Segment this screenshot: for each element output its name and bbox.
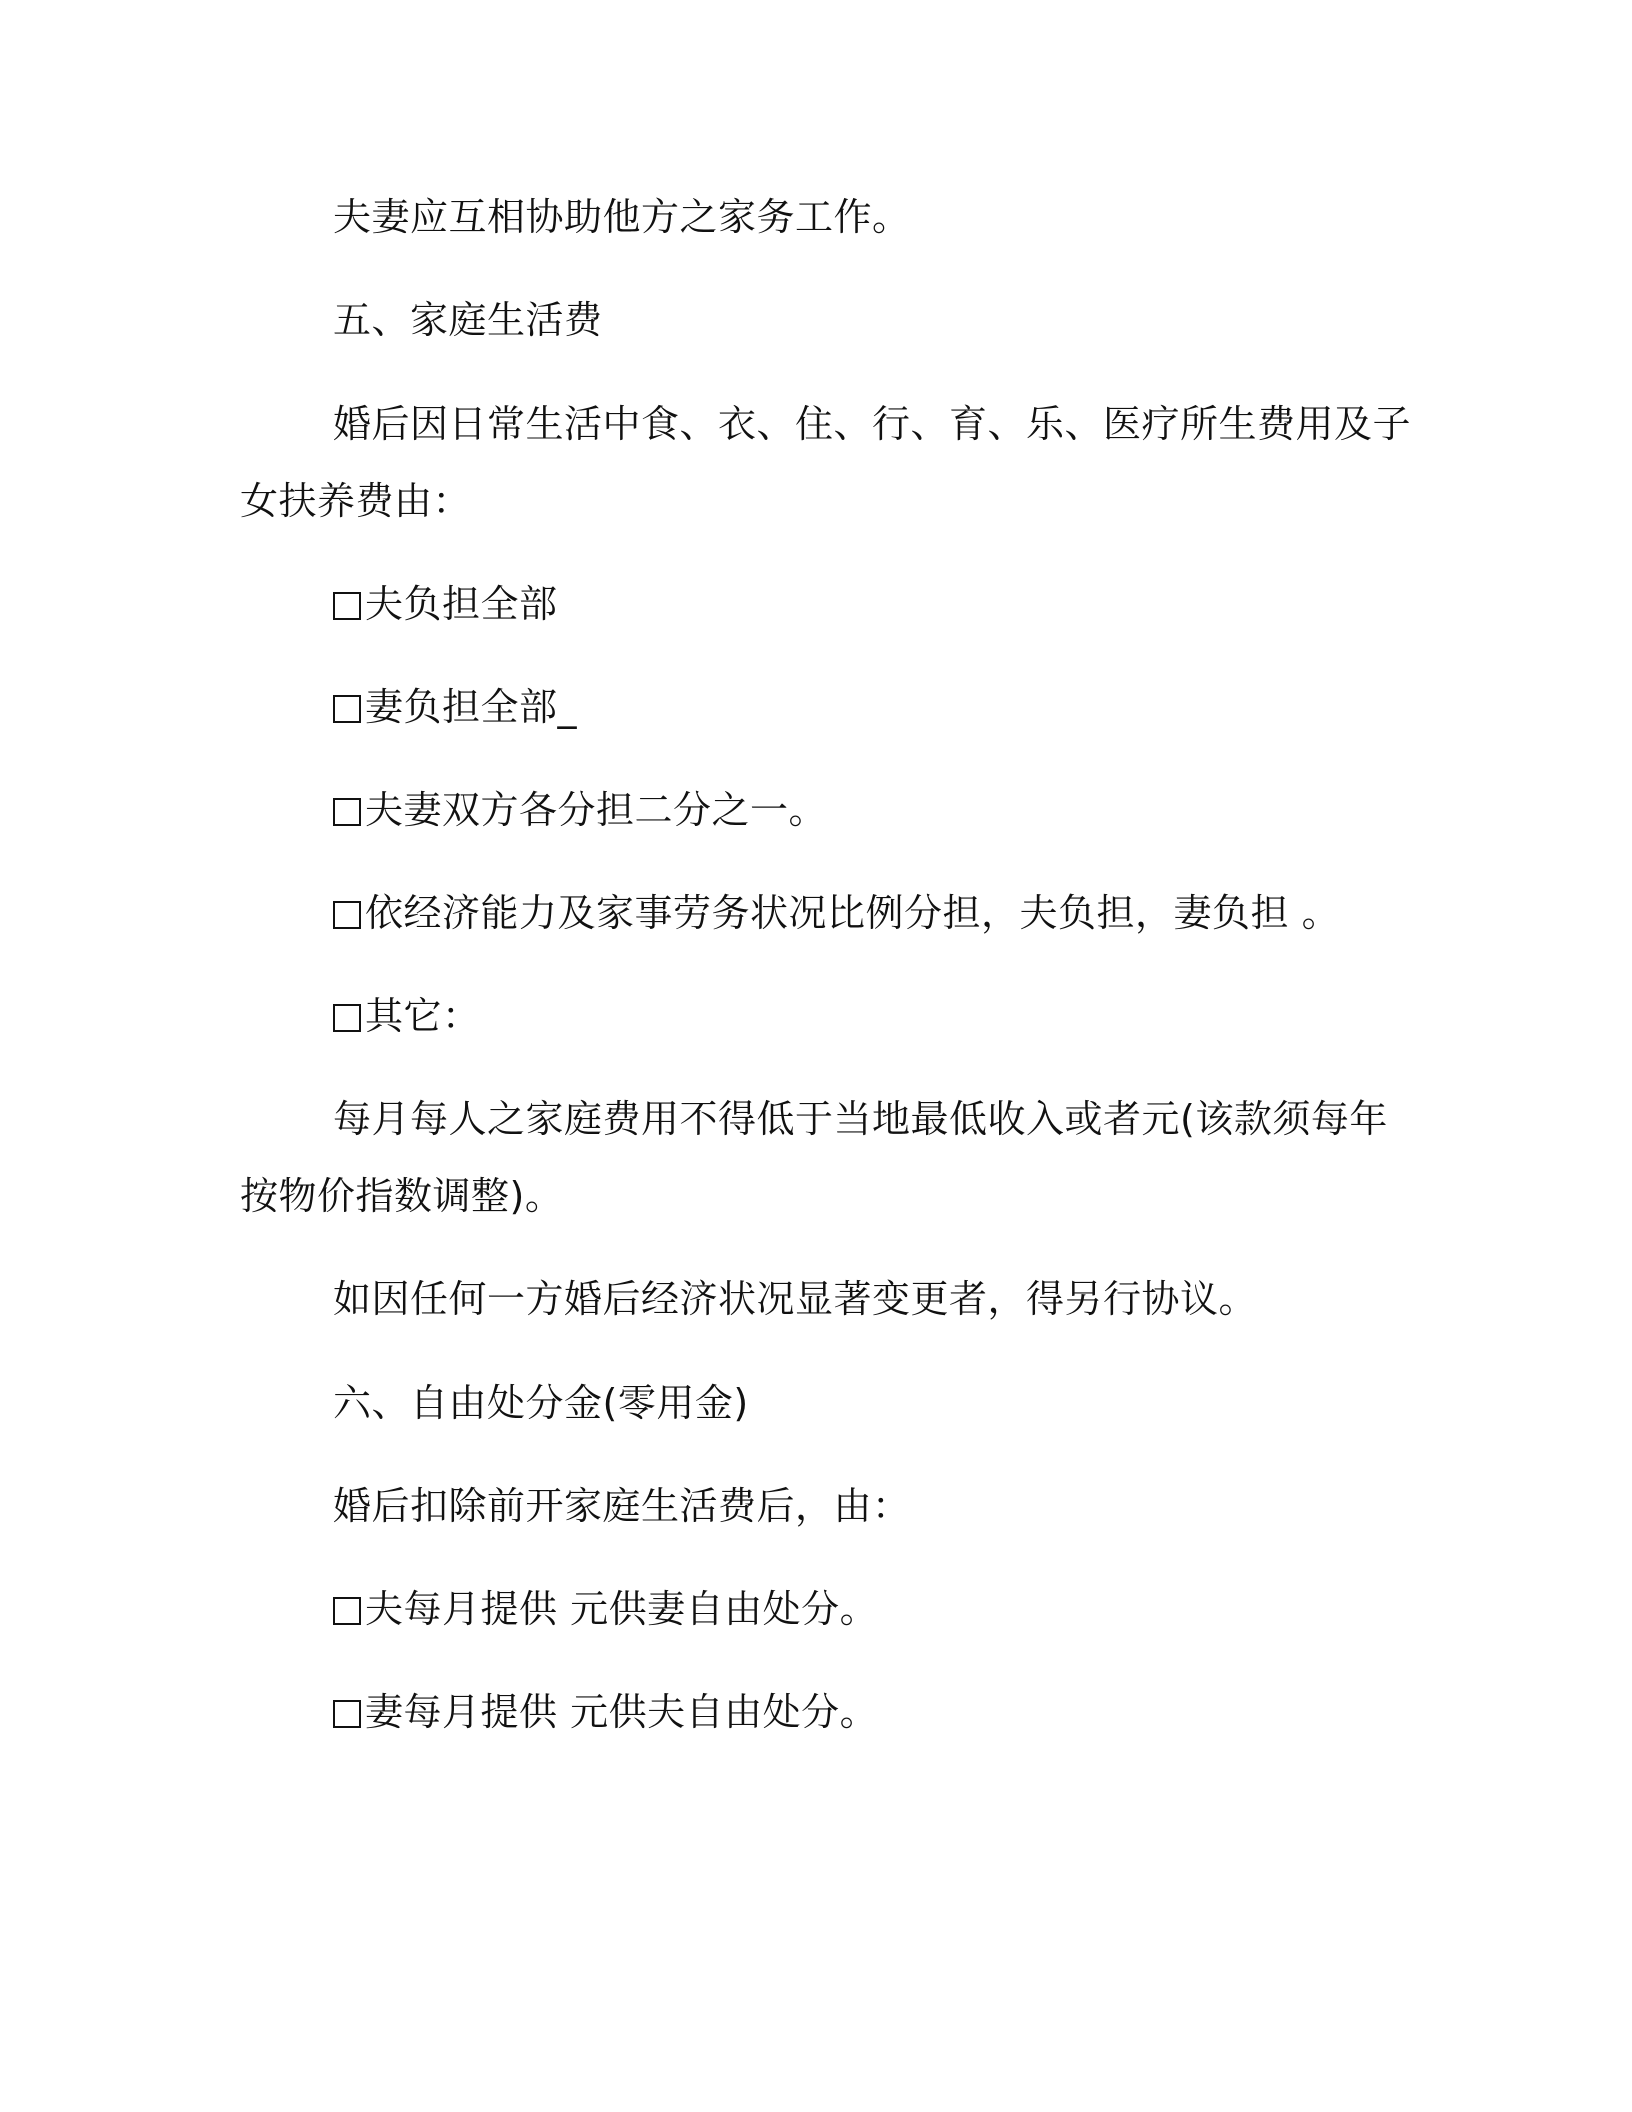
checkbox[interactable]	[333, 592, 361, 620]
checkbox[interactable]	[333, 1700, 361, 1728]
option-wife-bears-all[interactable]	[333, 683, 577, 731]
paragraph-text: 婚后因日常生活中食、衣、住、行、育、乐、医疗所生费用及子	[333, 402, 1412, 446]
checkbox[interactable]	[333, 798, 361, 826]
option-label: 妻负担全部_	[365, 685, 578, 729]
section-heading-pocket-money	[333, 1379, 749, 1427]
checkbox[interactable]	[333, 901, 361, 929]
paragraph-after-deduction	[333, 1482, 911, 1530]
option-label: 妻每月提供 元供夫自由处分。	[365, 1690, 879, 1734]
paragraph-text: 女扶养费由：	[240, 479, 472, 523]
option-label: 其它：	[365, 994, 481, 1038]
section-heading-living-expenses	[333, 296, 603, 344]
paragraph-text: 如因任何一方婚后经济状况显著变更者，得另行协议。	[333, 1277, 1258, 1321]
option-label: 夫负担全部	[365, 582, 558, 626]
option-proportional[interactable]	[333, 889, 1340, 937]
checkbox[interactable]	[333, 1597, 361, 1625]
paragraph-expenses-line2	[240, 477, 471, 525]
checkbox[interactable]	[333, 1004, 361, 1032]
option-other[interactable]	[333, 992, 481, 1040]
option-label: 夫妻双方各分担二分之一。	[365, 788, 828, 832]
paragraph-text: 夫妻应互相协助他方之家务工作。	[333, 195, 911, 239]
option-label: 依经济能力及家事劳务状况比例分担，夫负担，妻负担 。	[365, 891, 1341, 935]
option-label: 夫每月提供 元供妻自由处分。	[365, 1587, 879, 1631]
heading-text: 五、家庭生活费	[333, 298, 603, 342]
paragraph-housework	[333, 193, 911, 241]
paragraph-change-agreement	[333, 1275, 1257, 1323]
option-split-half[interactable]	[333, 786, 827, 834]
heading-text: 六、自由处分金(零用金)	[333, 1381, 749, 1425]
paragraph-minimum-line2	[240, 1172, 563, 1220]
paragraph-text: 每月每人之家庭费用不得低于当地最低收入或者元(该款须每年	[333, 1097, 1388, 1141]
paragraph-minimum-line1	[333, 1095, 1388, 1143]
paragraph-text: 婚后扣除前开家庭生活费后，由：	[333, 1484, 911, 1528]
option-husband-provides[interactable]	[333, 1585, 878, 1633]
option-wife-provides[interactable]	[333, 1688, 878, 1736]
paragraph-text: 按物价指数调整)。	[240, 1174, 564, 1218]
checkbox[interactable]	[333, 695, 361, 723]
option-husband-bears-all[interactable]	[333, 580, 558, 628]
paragraph-expenses-line1	[333, 400, 1411, 448]
